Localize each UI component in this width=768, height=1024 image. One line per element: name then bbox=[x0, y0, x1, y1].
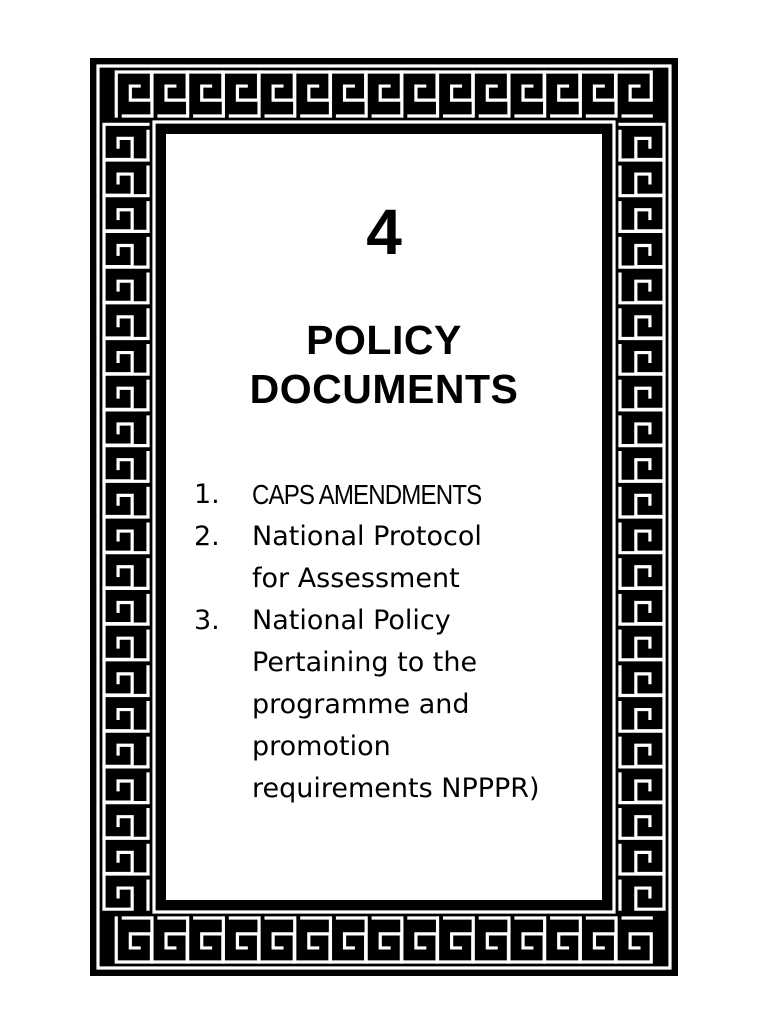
list-item-line: National Protocol bbox=[252, 521, 482, 552]
list-item bbox=[194, 516, 594, 600]
list-item-text bbox=[252, 474, 481, 516]
list-item-text bbox=[252, 516, 482, 600]
list-item-line: for Assessment bbox=[252, 563, 460, 594]
list-item bbox=[194, 474, 594, 516]
title-line-2: DOCUMENTS bbox=[249, 366, 519, 412]
list-item-text bbox=[252, 600, 540, 810]
list-item-line: Pertaining to the bbox=[252, 647, 478, 678]
list-item-number: 3. bbox=[194, 605, 220, 636]
content-card bbox=[166, 138, 602, 890]
list-item-number: 1. bbox=[194, 479, 220, 510]
title-line-1: POLICY bbox=[306, 317, 462, 363]
list-item-line: promotion bbox=[252, 731, 391, 762]
list-item bbox=[194, 600, 594, 810]
section-number: 4 bbox=[366, 196, 402, 268]
section-title bbox=[166, 316, 602, 414]
list-item-line: CAPS AMENDMENTS bbox=[252, 479, 482, 510]
list-item-line: programme and bbox=[252, 689, 470, 720]
list-item-line: National Policy bbox=[252, 605, 451, 636]
list-item-number: 2. bbox=[194, 521, 220, 552]
list-item-line: requirements NPPPR) bbox=[252, 773, 540, 804]
document-list bbox=[194, 474, 594, 810]
